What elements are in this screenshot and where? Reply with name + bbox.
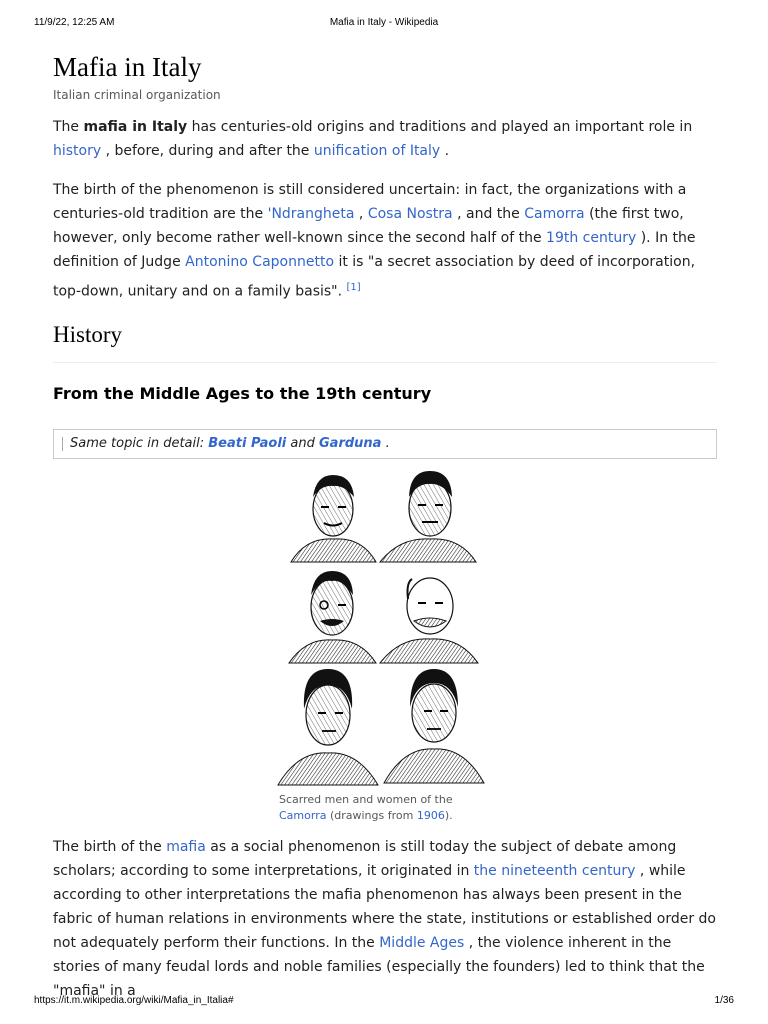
camorra-portraits-image[interactable]	[276, 463, 486, 787]
link-ndrangheta[interactable]: 'Ndrangheta	[267, 206, 355, 222]
link-cosa-nostra[interactable]: Cosa Nostra	[367, 206, 453, 222]
history-paragraph-1: The birth of the mafia as a social phenomenon is still today the subject of debate among scholars; according to some interpretations, it originated in the nineteenth century , while according to other interpretations the mafia phenomenon has always been present in the fabric of human relations in environments where the state, institutions or established order do not adequately perform their functions. In the Middle Ages , the violence inherent in the stories of many feudal lords and noble families (especially the founders) led to think that the "mafia" in a	[53, 839, 716, 999]
portrait-man-3	[289, 571, 376, 663]
section-divider	[53, 362, 717, 363]
hatnote-bar	[62, 437, 63, 451]
page-title: Mafia in Italy	[53, 52, 202, 82]
intro-paragraph-1: The mafia in Italy has centuries-old origins and traditions and played an important role in history , before, during and after the unification of Italy .	[53, 119, 693, 159]
link-19th-century[interactable]: 19th century	[546, 230, 637, 246]
hatnote-text: Same topic in detail: Beati Paoli and Garduna .	[70, 436, 390, 451]
link-garduna[interactable]: Garduna	[319, 436, 382, 451]
portrait-woman-1	[278, 669, 378, 785]
page-subtitle: Italian criminal organization	[53, 88, 221, 102]
intro-paragraph-2: The birth of the phenomenon is still considered uncertain: in fact, the organizations with a centuries-old tradition are the 'Ndrangheta , Cosa Nostra , and the Camorra (the first two, however, only become rather well-known since the second half of the 19th century ). In the definition of Judge Antonino Caponnetto it is "a secret association by deed of incorporation, top-down, unitary and on a family basis". [1]	[53, 182, 696, 300]
link-camorra[interactable]: Camorra	[524, 206, 585, 222]
print-footer-url: https://it.m.wikipedia.org/wiki/Mafia_in_Italia#	[34, 995, 234, 1006]
reference-link-1[interactable]: [1]	[346, 282, 361, 293]
link-middle-ages[interactable]: Middle Ages	[379, 935, 465, 951]
bold-term: mafia in Italy	[83, 119, 188, 135]
link-1906[interactable]: 1906	[416, 809, 445, 822]
subsection-heading: From the Middle Ages to the 19th century	[53, 384, 432, 403]
figure-caption: Scarred men and women of the Camorra (drawings from 1906).	[279, 793, 453, 822]
link-antonino-caponnetto[interactable]: Antonino Caponnetto	[185, 254, 335, 270]
section-heading-history: History	[53, 322, 122, 347]
link-unification-of-italy[interactable]: unification of Italy	[313, 143, 441, 159]
portrait-man-4	[380, 578, 478, 663]
link-mafia[interactable]: mafia	[166, 839, 206, 855]
portrait-man-1	[291, 475, 376, 562]
print-header-title: Mafia in Italy - Wikipedia	[329, 17, 439, 28]
link-camorra-caption[interactable]: Camorra	[279, 809, 327, 822]
print-footer-page-number: 1/36	[714, 995, 734, 1006]
portrait-man-2	[380, 471, 476, 562]
hatnote-box	[53, 429, 717, 459]
link-beati-paoli[interactable]: Beati Paoli	[208, 436, 287, 451]
print-header-datetime: 11/9/22, 12:25 AM	[34, 17, 115, 28]
link-history[interactable]: history	[53, 143, 102, 159]
link-nineteenth-century[interactable]: the nineteenth century	[473, 863, 636, 879]
portrait-woman-2	[384, 669, 484, 783]
